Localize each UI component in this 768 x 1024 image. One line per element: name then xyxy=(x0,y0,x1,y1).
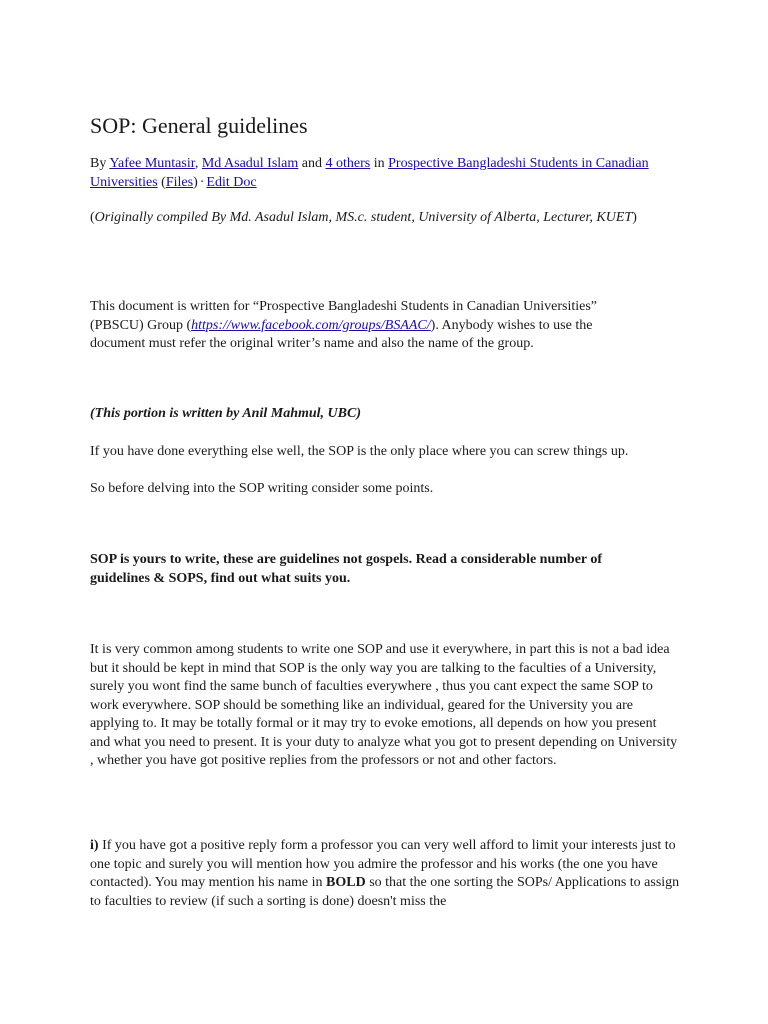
separator-dot: · xyxy=(199,174,205,190)
byline xyxy=(90,155,690,192)
byline-comma: , xyxy=(194,156,199,171)
list-item-text-2: so that the one sorting the SOPs/ Applications to assign to faculties to review (if such a sorting is done) doesn't miss the xyxy=(90,875,680,909)
compiled-open-paren: ( xyxy=(90,210,95,225)
author-link-yafee[interactable]: Yafee Muntasir xyxy=(109,156,195,171)
compiled-close-paren: ) xyxy=(632,210,637,225)
byline-by: By xyxy=(90,156,107,171)
paragraph-screw-up: If you have done everything else well, the SOP is the only place where you can screw things up. xyxy=(90,444,629,459)
document-title: SOP: General guidelines xyxy=(90,113,308,138)
intro-paragraph xyxy=(90,298,645,354)
paragraph-one-sop: It is very common among students to write one SOP and use it everywhere, in part this is not a bad idea but it should be kept in mind that SOP is the only way you are talking to the faculties of a University, surely you wont find the same bunch of faculties everywhere , thus you cant expect the same SOP to work everywhere. SOP should be something like an individual, geared for the University you are applying to. It may be totally formal or it may try to evoke emotions, all depends on how you present and what you need to present. It is your duty to analyze what you got to present depending on University , whether you have got positive replies from the professors or not and other factors. xyxy=(90,642,678,768)
portion-note: (This portion is written by Anil Mahmul, UBC) xyxy=(90,406,361,421)
list-item-text-1: If you have got a positive reply form a professor you can very well afford to limit your interests just to one topic and surely you will mention how you admire the professor and his works (the one you have contacted). You may mention his name in xyxy=(90,838,676,890)
files-close-paren: ) xyxy=(193,174,198,190)
files-open-paren: ( xyxy=(161,174,166,190)
list-item-bold-word: BOLD xyxy=(326,875,366,890)
byline-in: in xyxy=(373,156,385,171)
guidelines-heading: SOP is yours to write, these are guidelines not gospels. Read a considerable number of guidelines & SOPS, find out what suits you. xyxy=(90,552,603,586)
compiled-note xyxy=(90,209,650,228)
list-item-i xyxy=(90,837,680,911)
files-link[interactable]: Files xyxy=(165,174,194,190)
others-link[interactable]: 4 others xyxy=(325,156,371,171)
paragraph-consider-points: So before delving into the SOP writing consider some points. xyxy=(90,481,434,496)
compiled-text: Originally compiled By Md. Asadul Islam, MS.c. student, University of Alberta, Lecturer, KUET xyxy=(94,210,633,225)
facebook-group-link[interactable]: https://www.facebook.com/groups/BSAAC/ xyxy=(191,317,431,333)
intro-text-after: ). Anybody wishes to use the document must refer the original writer’s name and also the name of the group. xyxy=(90,317,593,351)
list-item-label: i) xyxy=(90,838,99,853)
edit-doc-link[interactable]: Edit Doc xyxy=(206,174,257,190)
intro-text-before: This document is written for “Prospective Bangladeshi Students in Canadian Universities” (PBSCU) Group ( xyxy=(90,299,598,333)
byline-and: and xyxy=(301,156,323,171)
group-link[interactable]: Prospective Bangladeshi Students in Canadian Universities xyxy=(90,156,649,190)
author-link-asadul[interactable]: Md Asadul Islam xyxy=(201,156,299,171)
